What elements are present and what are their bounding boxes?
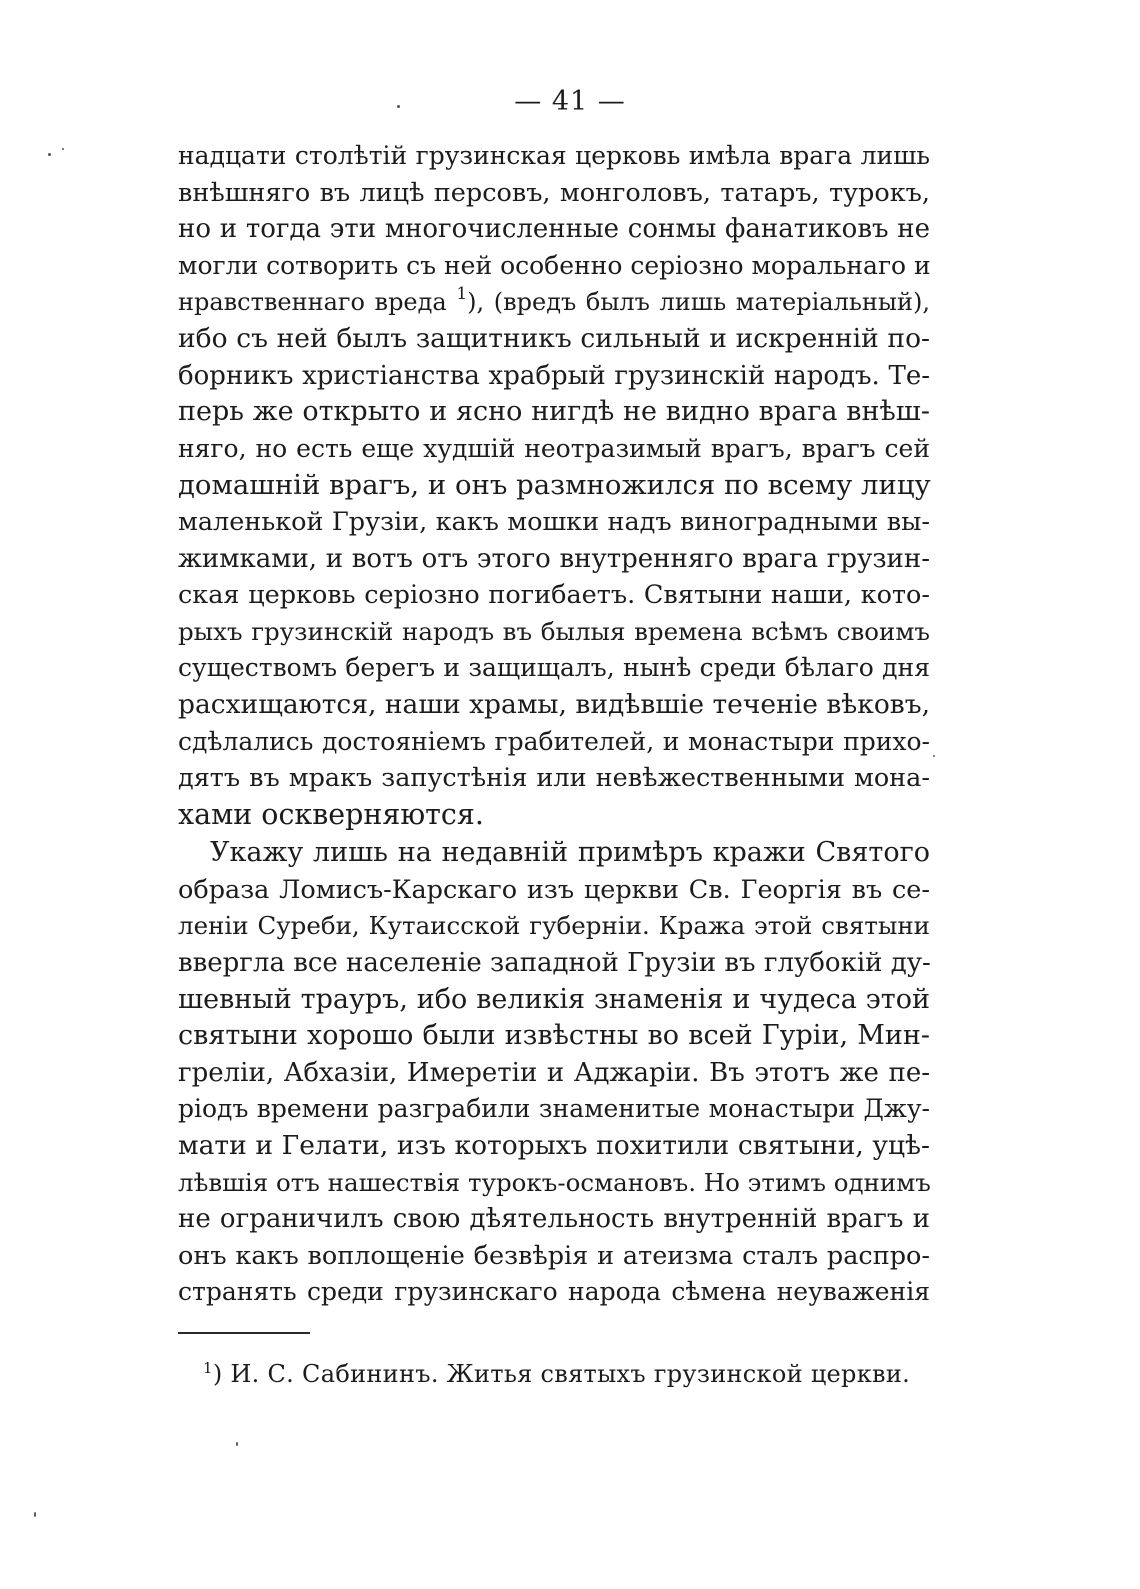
text-line: домашній врагъ, и онъ размножился по всему лицу [178,469,931,502]
scan-speck [397,105,400,108]
footnote-divider [178,1332,310,1334]
paragraph [178,138,930,833]
footnote-mark: 1 [203,1359,213,1377]
text-line: ская церковь серіозно погибаетъ. Святыни наши, кото- [178,580,930,611]
text-fragment: нравственнаго вреда [178,288,447,317]
text-fragment: ), (вредъ былъ лишь матеріальный), [467,288,930,317]
page-number: — 41 — [514,86,626,117]
text-line: мати и Гелати, изъ которыхъ похитили святыни, уцѣ- [178,1130,930,1162]
text-line: внѣшняго въ лицѣ персовъ, монголовъ, татаръ, турокъ, [178,177,930,208]
text-line: хами оскверняются. [178,797,484,831]
text-line: могли сотворить съ ней особенно серіозно моральнаго и [178,250,931,280]
text-line: надцати столѣтій грузинская церковь имѣла врага лишь [178,141,930,170]
scan-speck [34,1512,36,1517]
text-line: странять среди грузинскаго народа сѣмена неуваженія [178,1277,930,1307]
text-line-with-footnote [178,284,930,321]
scan-speck [48,153,51,156]
text-line: греліи, Абхазіи, Имеретіи и Аджаріи. Въ этотъ же пе- [178,1057,930,1088]
scan-speck [933,755,935,757]
scan-speck [236,1442,238,1446]
text-line: святыни хорошо были извѣстны во всей Гуріи, Мин- [178,1020,930,1052]
text-line: ибо съ ней былъ защитникъ сильный и искренній по- [178,322,930,354]
text-line: образа Ломисъ-Карскаго изъ церкви Св. Георгія въ се- [178,874,930,905]
text-line: маленькой Грузіи, какъ мошки надъ виноградными вы- [178,506,930,537]
text-line: няго, но есть еще худшій неотразимый врагъ, врагъ сей [178,433,930,463]
text-line: дятъ въ мракъ запустѣнія или невѣжественными мона- [178,763,930,794]
text-line: лѣвшія отъ нашествія турокъ-османовъ. Но этимъ однимъ [178,1167,931,1197]
text-line: шевный трауръ, ибо великія знаменія и чудеса этой [178,983,930,1015]
footnote [203,1360,910,1388]
text-line: рыхъ грузинскій народъ въ былыя времена всѣмъ своимъ [178,616,930,646]
main-text [178,138,930,1311]
text-line: сдѣлались достояніемъ грабителей, и монастыри прихо- [178,726,930,756]
text-line: существомъ берегъ и защищалъ, нынѣ среди бѣлаго дня [178,653,930,683]
text-line: но и тогда эти многочисленные сонмы фанатиковъ не [178,214,930,245]
text-line: леніи Суреби, Кутаисской губерніи. Кража этой святыни [178,911,930,941]
paragraph [178,835,930,1311]
text-line: расхищаются, наши храмы, видѣвшіе теченіе вѣковъ, [178,688,930,720]
text-line: борникъ христіанства храбрый грузинскій народъ. Те- [178,360,930,391]
text-line: ввергла все населеніе западной Грузіи въ глубокій ду- [178,948,931,979]
text-line: ріодъ времени разграбили знаменитые монастыри Джу- [178,1094,930,1124]
text-line: жимками, и вотъ отъ этого внутренняго врага грузин- [178,543,930,574]
text-line: не ограничилъ свою дѣятельность внутренній врагъ и [178,1204,930,1235]
footnote-text: ) И. С. Сабининъ. Житья святыхъ грузинской церкви. [212,1360,911,1388]
text-line: перь же открыто и ясно нигдѣ не видно врага внѣш- [178,396,930,428]
text-line: Укажу лишь на недавній примѣръ кражи Святого [210,837,930,869]
text-line: онъ какъ воплощеніе безвѣрія и атеизма сталъ распро- [178,1240,930,1271]
footnote-marker[interactable]: 1 [456,284,468,305]
scan-speck [62,148,64,150]
